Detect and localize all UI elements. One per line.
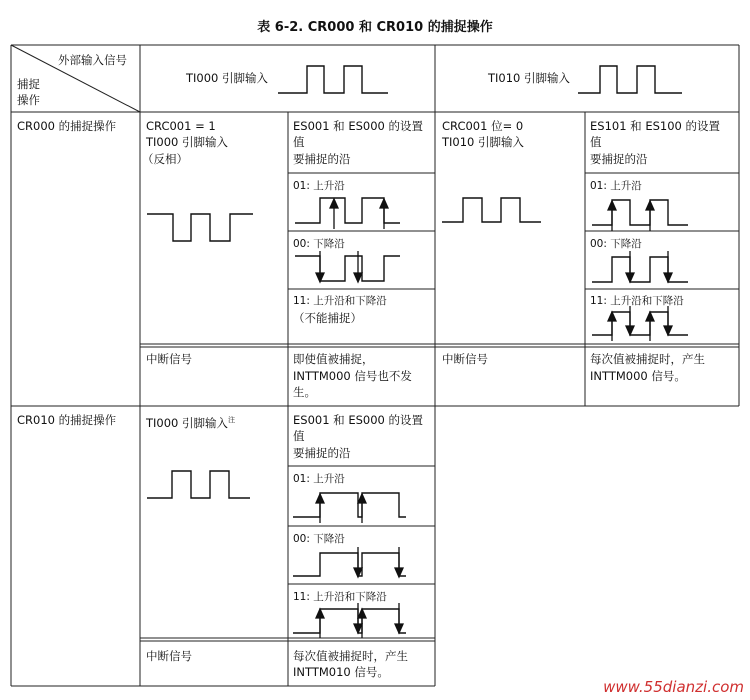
header-ti000: TI000 引脚输入 [186, 71, 269, 85]
ti000-header-waveform [278, 66, 388, 93]
cr000-label: CR000 的捕捉操作 [17, 119, 117, 133]
cr010-label: CR010 的捕捉操作 [17, 413, 117, 427]
cr000-es-head-1: ES001 和 ES000 的设置 [293, 119, 423, 133]
cr000-right-es-head-2: 值 [590, 135, 602, 149]
cr000-interrupt-desc-1: 即使值被捕捉， [293, 352, 374, 366]
cr000-right-opt-falling: 00: 下降沿 [590, 238, 642, 250]
cr000-right-interrupt-label: 中断信号 [442, 352, 488, 366]
cr000-opt-falling: 00: 下降沿 [293, 238, 345, 250]
cr000-opt-both-note: （不能捕捉） [293, 311, 362, 325]
cr000-ti000-input: TI000 引脚输入 [146, 135, 229, 149]
cr000-inverted: （反相） [142, 152, 188, 166]
cr000-right-opt-both: 11: 上升沿和下降沿 [590, 295, 684, 307]
cr000-interrupt-desc-2: INTTM000 信号也不发 [293, 369, 412, 383]
cr010-input-waveform [147, 471, 250, 498]
cr000-right-es-head-1: ES101 和 ES100 的设置 [590, 119, 720, 133]
cr010-opt-both: 11: 上升沿和下降沿 [293, 591, 387, 603]
header-external-signal: 外部输入信号 [58, 53, 127, 67]
cr010-es-head-1: ES001 和 ES000 的设置 [293, 413, 423, 427]
ti010-input-waveform [442, 198, 541, 222]
cr000-inverted-waveform [147, 214, 253, 241]
cr000-es-head-3: 要捕捉的沿 [293, 152, 351, 166]
cr000-right-ti010: TI010 引脚输入 [442, 135, 525, 149]
cr010-interrupt-desc-2: INTTM010 信号。 [293, 665, 389, 679]
header-ti010: TI010 引脚输入 [488, 71, 571, 85]
header-capture: 捕捉 [17, 77, 40, 91]
cr010-es-head-3: 要捕捉的沿 [293, 446, 351, 460]
cr010-note-mark: 注 [228, 416, 236, 424]
cr000-interrupt-label: 中断信号 [146, 352, 192, 366]
cr010-opt-rising: 01: 上升沿 [293, 473, 345, 485]
cr010-ti000-input [146, 413, 235, 431]
cr000-opt-both: 11: 上升沿和下降沿 [293, 295, 387, 307]
cr000-opt-rising: 01: 上升沿 [293, 180, 345, 192]
cr010-interrupt-desc-1: 每次值被捕捉时，产生 [293, 649, 408, 663]
cr000-interrupt-desc-3: 生。 [293, 385, 316, 399]
cr000-right-crc001: CRC001 位= 0 [442, 119, 524, 133]
table-title: 表 6-2. CR000 和 CR010 的捕捉操作 [257, 20, 493, 35]
cr000-right-interrupt-desc-1: 每次值被捕捉时，产生 [590, 352, 705, 366]
header-operation: 操作 [17, 93, 40, 107]
cr000-es-head-2: 值 [293, 135, 305, 149]
cr000-right-interrupt-desc-2: INTTM000 信号。 [590, 369, 686, 383]
cr000-right-es-head-3: 要捕捉的沿 [590, 152, 648, 166]
cr010-ti000-text: TI000 引脚输入 [146, 415, 229, 430]
watermark: www.55dianzi.com [603, 678, 744, 696]
cr000-crc001: CRC001 = 1 [146, 119, 216, 133]
ti010-header-waveform [578, 66, 682, 93]
cr010-opt-falling: 00: 下降沿 [293, 533, 345, 545]
cr000-right-opt-rising: 01: 上升沿 [590, 180, 642, 192]
cr010-interrupt-label: 中断信号 [146, 649, 192, 663]
cr010-es-head-2: 值 [293, 429, 305, 443]
